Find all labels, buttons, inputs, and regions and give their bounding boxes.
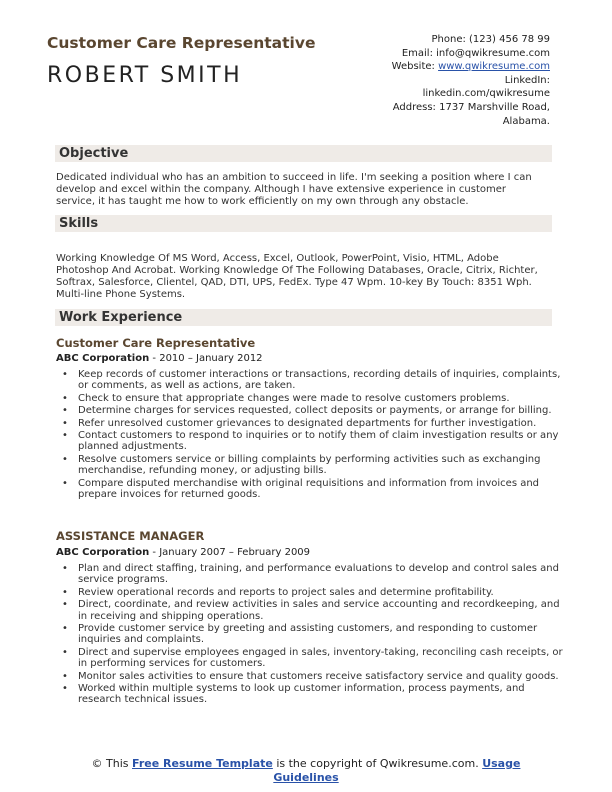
candidate-name: ROBERT SMITH (47, 63, 243, 88)
job-bullet: • Provide customer service by greeting and assisting customers, and responding to customer inquiries and complaints. (78, 623, 568, 646)
job-bullet: • Keep records of customer interactions or transactions, recording details of inquiries, complaints, or comments, as well as actions, are taken. (78, 369, 568, 392)
job-company-line (56, 353, 263, 364)
website-link[interactable]: www.qwikresume.com (438, 61, 550, 73)
job-bullet: • Monitor sales activities to ensure that customers receive satisfactory service and quality goods. (78, 671, 568, 682)
job-bullet: • Direct and supervise employees engaged in sales, inventory-taking, reconciling cash receipts, or in performing services for customers. (78, 647, 568, 670)
job-bullet: • Compare disputed merchandise with original requisitions and information from invoices and prepare invoices for returned goods. (78, 478, 568, 501)
section-heading-work-experience: Work Experience (55, 309, 552, 326)
contact-phone: Phone: (123) 456 78 99 (431, 34, 550, 45)
usage-guidelines-link[interactable]: Usage (482, 757, 521, 770)
copyright-footer (0, 757, 612, 785)
job-bullet: • Plan and direct staffing, training, and performance evaluations to develop and control sales and service programs. (78, 563, 568, 586)
job-bullet-list (60, 563, 568, 707)
job-bullet: • Worked within multiple systems to look up customer information, process payments, and research technical issues. (78, 683, 568, 706)
resume-job-title: Customer Care Representative (47, 34, 316, 52)
job-bullet: • Check to ensure that appropriate changes were made to resolve customers problems. (78, 393, 568, 404)
contact-linkedin-label: LinkedIn: (504, 74, 550, 86)
job-dates: - January 2007 – February 2009 (149, 547, 311, 558)
contact-website (360, 60, 550, 74)
section-heading-skills: Skills (55, 215, 552, 232)
job-title: ASSISTANCE MANAGER (56, 529, 205, 543)
website-label: Website: (391, 61, 439, 73)
job-company: ABC Corporation (56, 353, 150, 364)
free-resume-template-link[interactable]: Free Resume Template (132, 757, 273, 770)
job-company-line (56, 547, 310, 558)
job-bullet: • Contact customers to respond to inquiries or to notify them of claim investigation results or any planned adjustments. (78, 430, 568, 453)
contact-address-line2: Alabama. (502, 115, 550, 127)
job-title: Customer Care Representative (56, 336, 256, 350)
job-bullet: • Review operational records and reports to project sales and determine profitability. (78, 587, 568, 598)
job-bullet: • Direct, coordinate, and review activities in sales and service accounting and recordkeeping, and in receiving and shipping operations. (78, 599, 568, 622)
footer-middle: is the copyright of Qwikresume.com. (272, 757, 483, 770)
usage-guidelines-link-continued[interactable]: Guidelines (273, 771, 339, 784)
footer-prefix: © This (91, 757, 133, 770)
contact-block (360, 33, 550, 128)
skills-text: Working Knowledge Of MS Word, Access, Excel, Outlook, PowerPoint, Visio, HTML, Adobe Photoshop And Acrobat. Working Knowledge Of The Following Databases, Oracle, Citrix, Richter, Softrax, Salesforce, Clientel, QAD, DTI, UPS, FedEx. Type 47 Wpm. 10-key By Touch: 8351 Wph. Multi-line Phone Systems. (56, 253, 538, 300)
job-bullet: • Determine charges for services requested, collect deposits or payments, or arrange for billing. (78, 405, 568, 416)
contact-linkedin-value: linkedin.com/qwikresume (422, 88, 550, 100)
contact-email: Email: info@qwikresume.com (401, 47, 550, 59)
contact-address-line1: Address: 1737 Marshville Road, (392, 101, 550, 113)
job-bullet: • Refer unresolved customer grievances to designated departments for further investigation. (78, 418, 568, 429)
job-company: ABC Corporation (56, 547, 150, 558)
objective-text: Dedicated individual who has an ambition to succeed in life. I'm seeking a position where I can develop and excel within the company. Although I have extensive experience in customer service, it has taught me how to work efficiently on my own through any obstacle. (56, 172, 532, 207)
job-bullet: • Resolve customers service or billing complaints by performing activities such as exchanging merchandise, refunding money, or adjusting bills. (78, 454, 568, 477)
job-dates: - 2010 – January 2012 (149, 353, 263, 364)
job-bullet-list (60, 369, 568, 501)
section-heading-objective: Objective (55, 145, 552, 162)
